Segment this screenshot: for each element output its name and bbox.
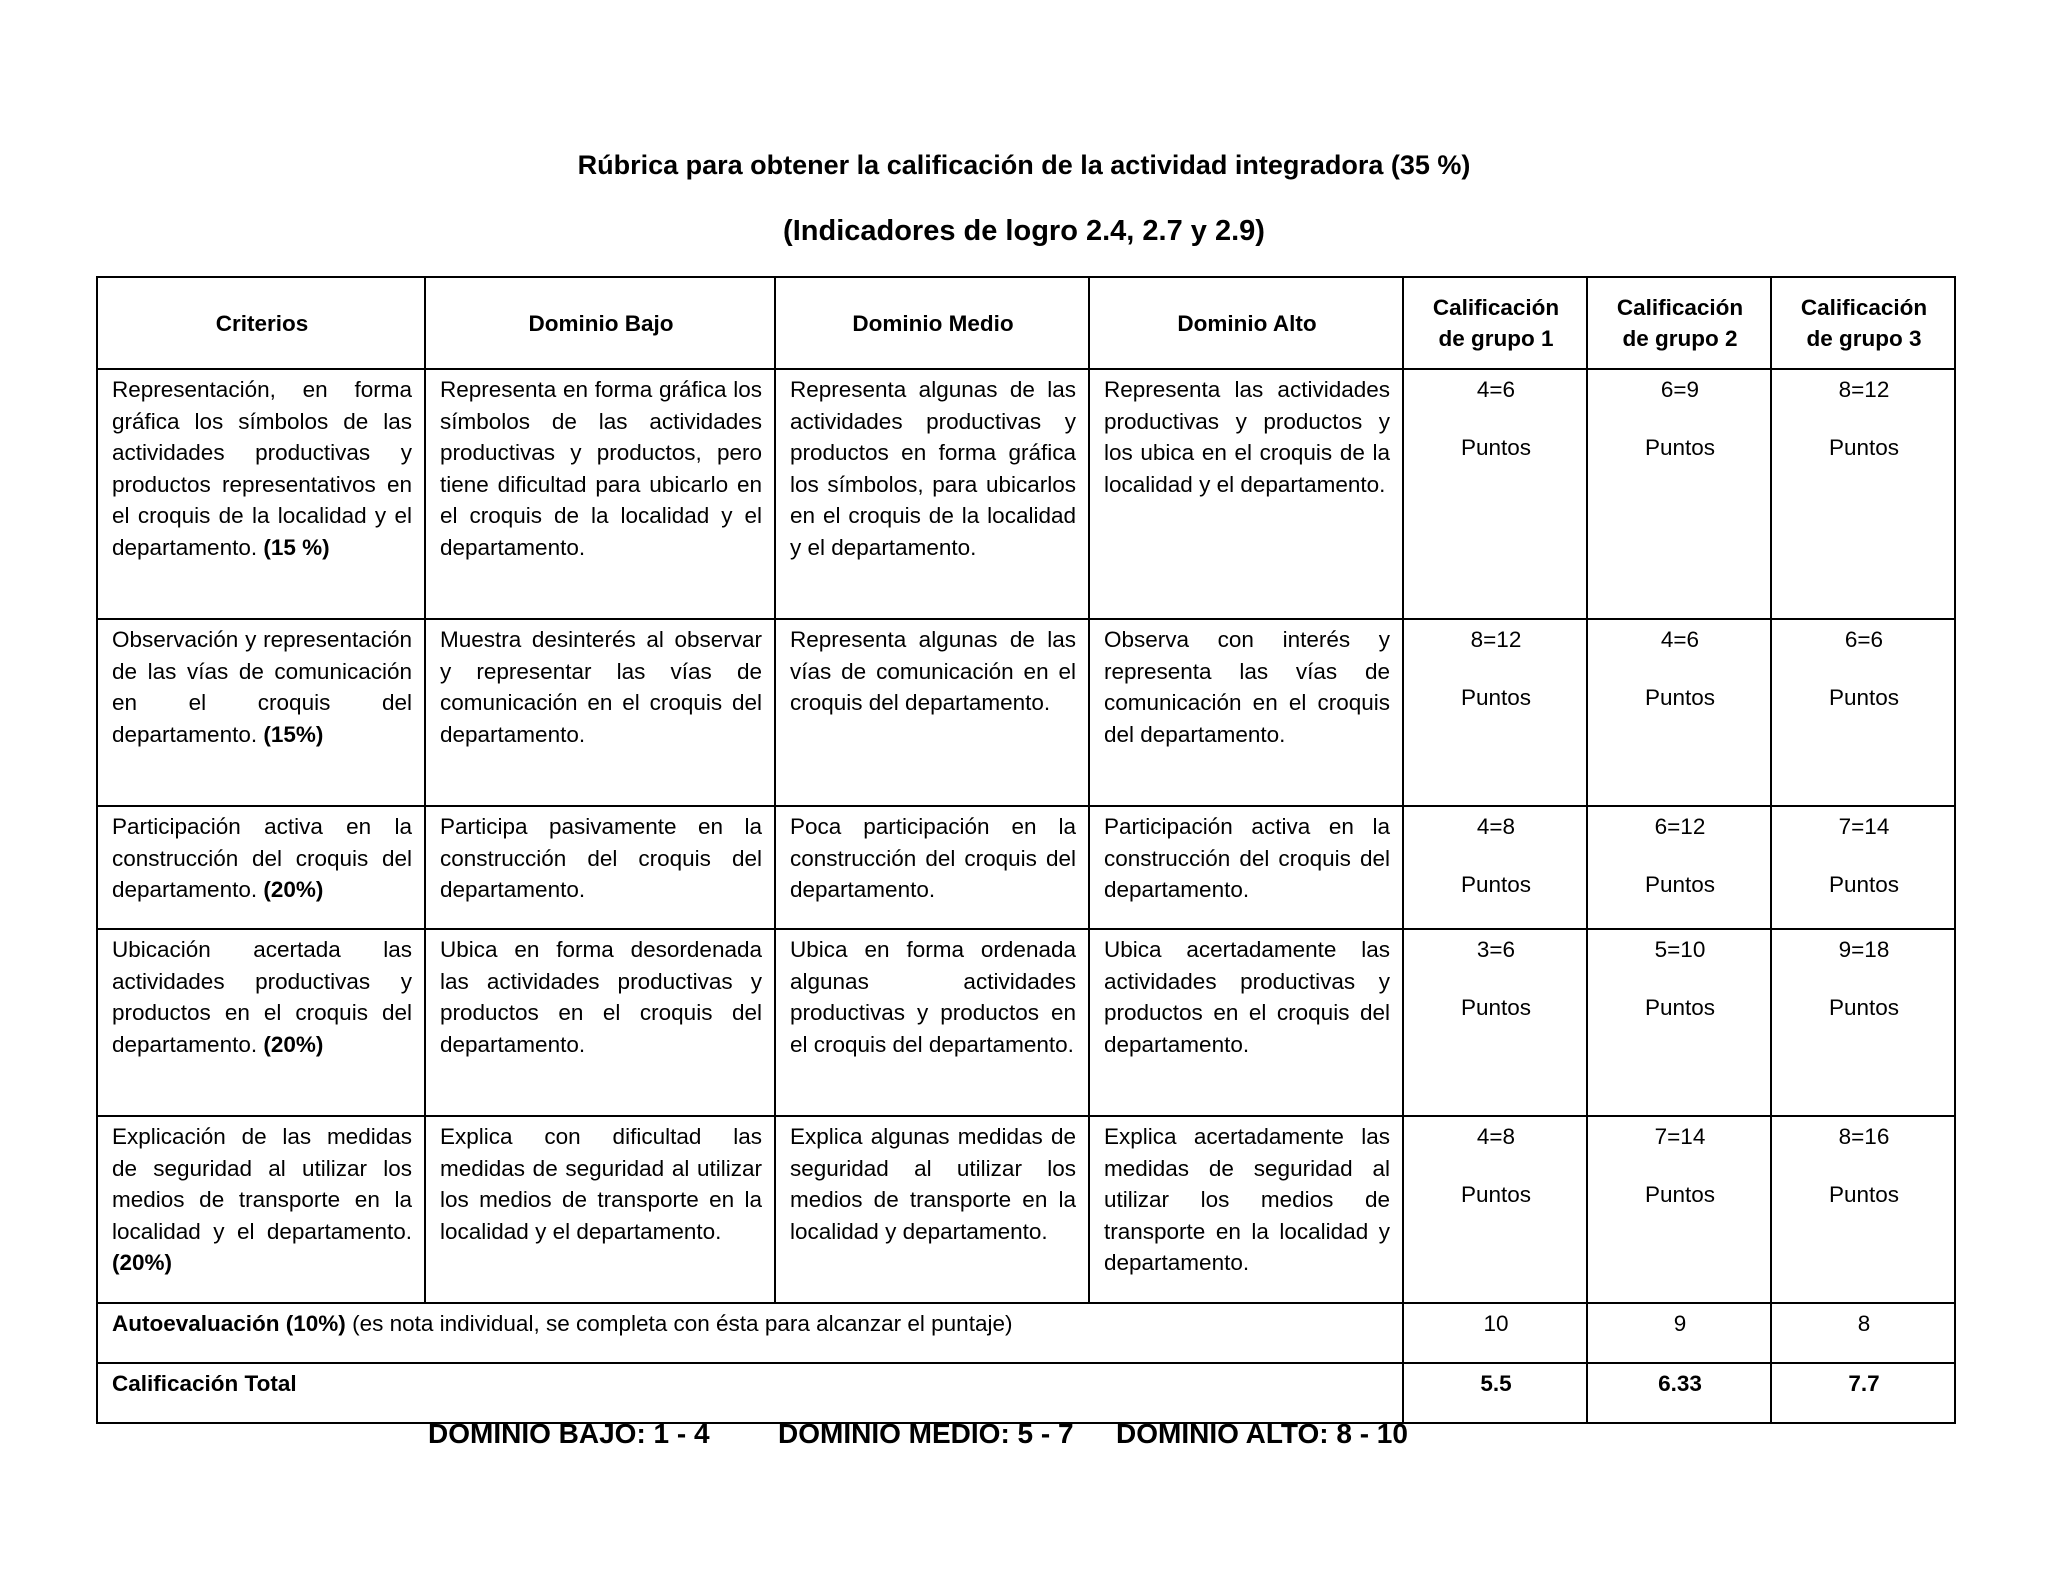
puntos-label: Puntos [1460, 871, 1532, 897]
total-label: Calificación Total [97, 1363, 1403, 1423]
autoevaluacion-grupo-2: 9 [1587, 1303, 1771, 1363]
score-value: 4=8 [1476, 814, 1516, 839]
score-value: 6=12 [1654, 814, 1706, 839]
score-value: 8=12 [1470, 627, 1522, 652]
bajo-cell: Participa pasivamente en la construcción del croquis del departamento. [425, 806, 775, 929]
bajo-cell: Ubica en forma desordenada las actividades productivas y productos en el croquis del departamento. [425, 929, 775, 1116]
score-grupo-2 [1587, 806, 1771, 929]
medio-cell: Poca participación en la construcción del croquis del departamento. [775, 806, 1089, 929]
table-row [97, 1116, 1955, 1303]
puntos-label: Puntos [1828, 434, 1900, 460]
autoevaluacion-label-cell [97, 1303, 1403, 1363]
alto-cell: Representa las actividades productivas y productos y los ubica en el croquis de la localidad y el departamento. [1089, 369, 1403, 619]
header-dominio-bajo: Dominio Bajo [425, 277, 775, 369]
criterio-weight: (20%) [263, 877, 324, 902]
puntos-label: Puntos [1644, 1181, 1716, 1207]
criterio-weight: (20%) [263, 1031, 324, 1057]
score-value: 4=6 [1660, 627, 1700, 652]
alto-cell: Observa con interés y representa las vías de comunicación en el croquis del departamento. [1089, 619, 1403, 806]
score-value: 7=14 [1838, 814, 1890, 839]
score-value: 5=10 [1654, 937, 1706, 962]
score-value: 8=16 [1838, 1124, 1890, 1149]
score-value: 6=9 [1660, 377, 1700, 402]
puntos-label: Puntos [1644, 434, 1716, 460]
alto-cell: Ubica acertadamente las actividades productivas y productos en el croquis del departamento. [1089, 929, 1403, 1116]
bajo-cell: Representa en forma gráfica los símbolos de las actividades productivas y productos, pero tiene dificultad para ubicarlo en el croquis de la localidad y el departamento. [425, 369, 775, 619]
autoevaluacion-row [97, 1303, 1955, 1363]
rubric-table [96, 276, 1956, 1424]
total-grupo-1: 5.5 [1403, 1363, 1587, 1423]
score-grupo-3 [1771, 929, 1955, 1116]
medio-cell: Representa algunas de las actividades productivas y productos en forma gráfica los símbolos, para ubicarlos en el croquis de la localidad y el departamento. [775, 369, 1089, 619]
puntos-label: Puntos [1828, 684, 1900, 710]
medio-cell: Explica algunas medidas de seguridad al utilizar los medios de transporte en la localidad y departamento. [775, 1116, 1089, 1303]
bajo-cell: Muestra desinterés al observar y representar las vías de comunicación en el croquis del departamento. [425, 619, 775, 806]
header-dominio-medio: Dominio Medio [775, 277, 1089, 369]
autoevaluacion-grupo-1: 10 [1403, 1303, 1587, 1363]
criterio-text: Observación y representación de las vías de comunicación en el croquis del departamento. [112, 627, 412, 747]
criterio-text: Participación activa en la construcción del croquis del departamento. [112, 814, 412, 902]
medio-cell: Ubica en forma ordenada algunas actividades productivas y productos en el croquis del departamento. [775, 929, 1089, 1116]
criterio-text: Representación, en forma gráfica los símbolos de las actividades productivas y productos representativos en el croquis de la localidad y el departamento. [112, 377, 412, 560]
score-grupo-1 [1403, 1116, 1587, 1303]
legend-dominio-medio: DOMINIO MEDIO: 5 - 7 [778, 1418, 1074, 1449]
score-grupo-2 [1587, 369, 1771, 619]
score-value: 4=6 [1476, 377, 1516, 402]
criterio-cell [97, 806, 425, 929]
legend-dominio-bajo: DOMINIO BAJO: 1 - 4 [428, 1418, 710, 1449]
header-criterios: Criterios [97, 277, 425, 369]
score-value: 9=18 [1838, 937, 1890, 962]
puntos-label: Puntos [1460, 434, 1532, 460]
score-value: 7=14 [1654, 1124, 1706, 1149]
puntos-label: Puntos [1828, 1181, 1900, 1207]
puntos-label: Puntos [1460, 1181, 1532, 1207]
total-grupo-2: 6.33 [1587, 1363, 1771, 1423]
header-grupo-1: Calificación de grupo 1 [1403, 277, 1587, 369]
puntos-label: Puntos [1644, 871, 1716, 897]
criterio-cell [97, 1116, 425, 1303]
document-title: Rúbrica para obtener la calificación de la actividad integradora (35 %) [577, 150, 1471, 180]
puntos-label: Puntos [1644, 994, 1716, 1020]
autoevaluacion-note: (es nota individual, se completa con ésta para alcanzar el puntaje) [352, 1311, 1013, 1336]
puntos-label: Puntos [1460, 684, 1532, 710]
table-row [97, 929, 1955, 1116]
table-row [97, 619, 1955, 806]
score-grupo-3 [1771, 619, 1955, 806]
score-grupo-3 [1771, 369, 1955, 619]
table-row [97, 369, 1955, 619]
puntos-label: Puntos [1828, 871, 1900, 897]
criterio-cell [97, 619, 425, 806]
criterio-text: Ubicación acertada las actividades productivas y productos en el croquis del departamento. [112, 937, 412, 1057]
score-value: 4=8 [1476, 1124, 1516, 1149]
header-row [97, 277, 1955, 369]
dominio-legend [428, 1418, 1408, 1450]
score-grupo-2 [1587, 1116, 1771, 1303]
score-grupo-1 [1403, 369, 1587, 619]
score-grupo-1 [1403, 619, 1587, 806]
criterio-weight: (20%) [112, 1250, 173, 1275]
score-value: 8=12 [1838, 377, 1890, 402]
header-grupo-2: Calificación de grupo 2 [1587, 277, 1771, 369]
score-value: 3=6 [1476, 937, 1516, 962]
medio-cell: Representa algunas de las vías de comunicación en el croquis del departamento. [775, 619, 1089, 806]
total-row [97, 1363, 1955, 1423]
criterio-weight: (15 %) [263, 534, 330, 560]
score-grupo-1 [1403, 929, 1587, 1116]
alto-cell: Participación activa en la construcción del croquis del departamento. [1089, 806, 1403, 929]
table-row [97, 806, 1955, 929]
criterio-text: Explicación de las medidas de seguridad al utilizar los medios de transporte en la localidad y el departamento. [112, 1124, 412, 1244]
score-grupo-3 [1771, 1116, 1955, 1303]
score-grupo-3 [1771, 806, 1955, 929]
score-grupo-2 [1587, 929, 1771, 1116]
bajo-cell: Explica con dificultad las medidas de seguridad al utilizar los medios de transporte en la localidad y el departamento. [425, 1116, 775, 1303]
header-dominio-alto: Dominio Alto [1089, 277, 1403, 369]
autoevaluacion-grupo-3: 8 [1771, 1303, 1955, 1363]
total-grupo-3: 7.7 [1771, 1363, 1955, 1423]
score-grupo-2 [1587, 619, 1771, 806]
criterio-weight: (15%) [263, 721, 324, 747]
legend-dominio-alto: DOMINIO ALTO: 8 - 10 [1116, 1418, 1408, 1449]
criterio-cell [97, 369, 425, 619]
header-grupo-3: Calificación de grupo 3 [1771, 277, 1955, 369]
criterio-cell [97, 929, 425, 1116]
puntos-label: Puntos [1644, 684, 1716, 710]
score-value: 6=6 [1844, 627, 1884, 652]
document-subtitle: (Indicadores de logro 2.4, 2.7 y 2.9) [783, 215, 1265, 247]
score-grupo-1 [1403, 806, 1587, 929]
puntos-label: Puntos [1828, 994, 1900, 1020]
autoevaluacion-label: Autoevaluación (10%) [112, 1311, 346, 1336]
alto-cell: Explica acertadamente las medidas de seguridad al utilizar los medios de transporte en la localidad y departamento. [1089, 1116, 1403, 1303]
puntos-label: Puntos [1460, 994, 1532, 1020]
